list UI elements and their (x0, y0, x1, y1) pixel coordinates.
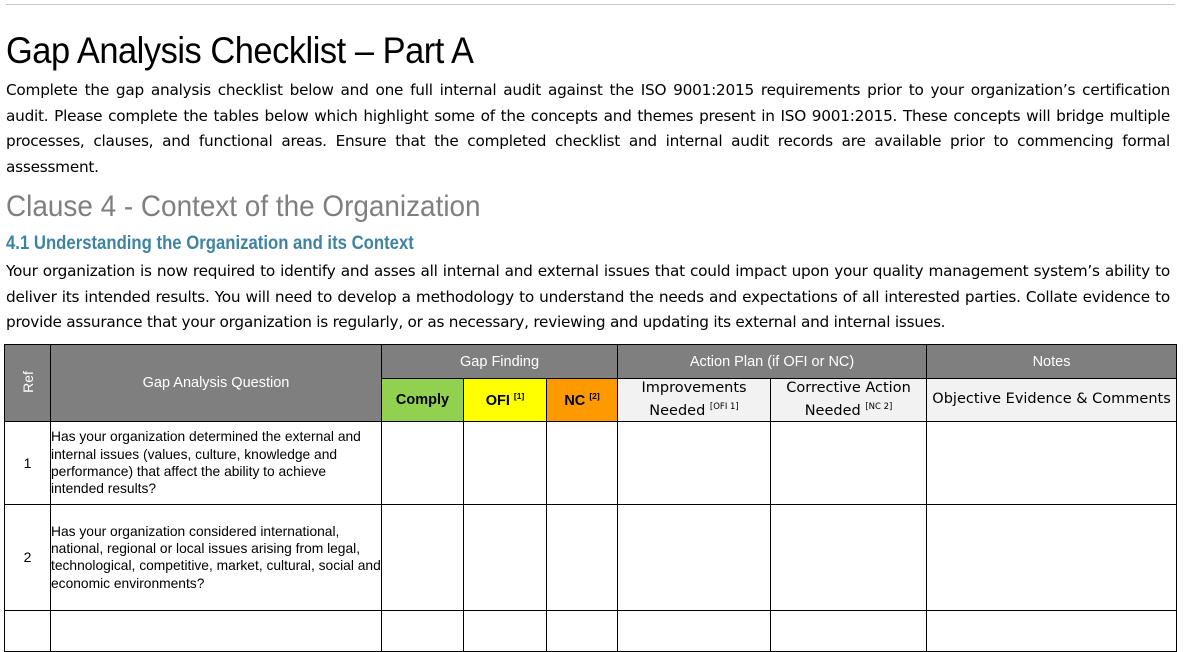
row-question: Has your organization considered international, national, regional or local issues arising from legal, technological, competitive, market, cultural, social and economic environments? (51, 504, 382, 610)
ofi-cell[interactable] (464, 421, 547, 504)
row-question: Has your organization determined the external and internal issues (values, culture, knowledge and performance) that affect the ability to achieve intended results? (51, 421, 382, 504)
row-ref (5, 610, 51, 651)
action-plan-header: Action Plan (if OFI or NC) (618, 345, 927, 379)
page-title: Gap Analysis Checklist – Part A (6, 30, 474, 71)
ofi-cell[interactable] (464, 504, 547, 610)
table-row (5, 421, 1177, 504)
table-header-row (5, 345, 1177, 379)
row-question (51, 610, 382, 651)
evidence-header: Objective Evidence & Comments (927, 379, 1177, 422)
table-row (5, 610, 1177, 651)
section-heading: 4.1 Understanding the Organization and its Context (6, 233, 414, 254)
evidence-cell[interactable] (927, 504, 1177, 610)
corrective-action-cell[interactable] (771, 504, 927, 610)
intro-paragraph: Complete the gap analysis checklist below and one full internal audit against the ISO 9001:2015 requirements prior to your organization’s certification audit. Please complete the tables below which highlight some of the concepts and themes present in ISO 9001:2015. These concepts will bridge multiple processes, clauses, and functional areas. Ensure that the completed checklist and internal audit records are available prior to commencing formal assessment. (6, 81, 1170, 176)
section-paragraph: Your organization is now required to identify and asses all internal and external issues that could impact upon your quality management system’s ability to deliver its intended results. You will need to develop a methodology to understand the needs and expectations of all interested parties. Collate evidence to provide assurance that your organization is regularly, or as necessary, reviewing and updating its external and internal issues. (6, 262, 1170, 331)
table-row (5, 504, 1177, 610)
row-ref: 2 (5, 504, 51, 610)
document-body (6, 28, 1170, 336)
corrective-action-cell[interactable] (771, 610, 927, 651)
comply-cell[interactable] (382, 504, 464, 610)
clause-heading: Clause 4 - Context of the Organization (6, 190, 481, 223)
improvements-needed-header: Improvements Needed [OFI 1] (618, 379, 771, 422)
nc-cell[interactable] (547, 421, 618, 504)
gap-analysis-table (4, 344, 1177, 652)
comply-cell[interactable] (382, 610, 464, 651)
comply-cell[interactable] (382, 421, 464, 504)
ref-header: Ref (5, 345, 51, 422)
top-divider (6, 4, 1175, 5)
ofi-header: OFI [1] (464, 379, 547, 422)
nc-header: NC [2] (547, 379, 618, 422)
gap-finding-header: Gap Finding (382, 345, 618, 379)
improvements-cell[interactable] (618, 504, 771, 610)
evidence-cell[interactable] (927, 610, 1177, 651)
corrective-action-cell[interactable] (771, 421, 927, 504)
row-ref: 1 (5, 421, 51, 504)
nc-cell[interactable] (547, 504, 618, 610)
comply-header: Comply (382, 379, 464, 422)
improvements-cell[interactable] (618, 421, 771, 504)
corrective-action-header: Corrective Action Needed [NC 2] (771, 379, 927, 422)
notes-header: Notes (927, 345, 1177, 379)
ofi-cell[interactable] (464, 610, 547, 651)
question-header: Gap Analysis Question (51, 345, 382, 422)
nc-cell[interactable] (547, 610, 618, 651)
improvements-cell[interactable] (618, 610, 771, 651)
evidence-cell[interactable] (927, 421, 1177, 504)
